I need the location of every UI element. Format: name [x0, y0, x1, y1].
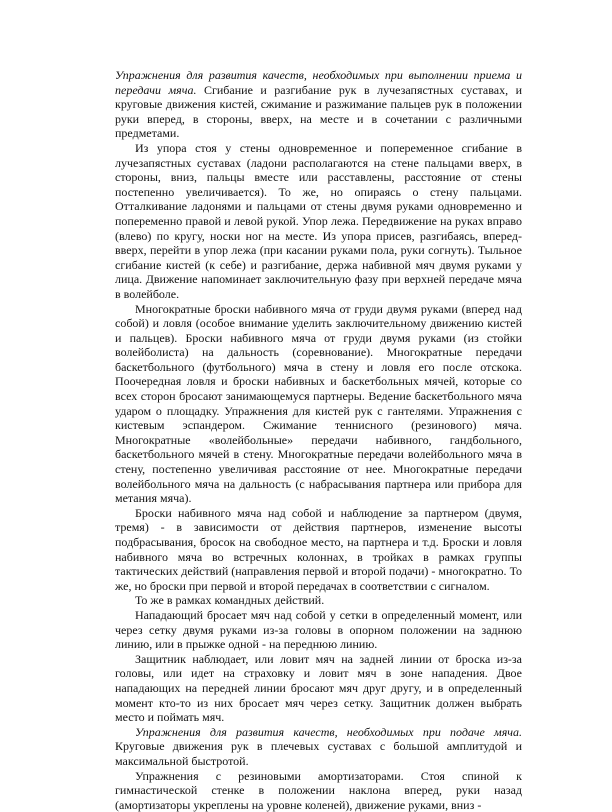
paragraph: Из упора стоя у стены одновременное и попеременное сгибание в лучезапястных суставах (ладони располагаются на стене пальцами вверх, в стороны, вниз, пальцы вместе или расставлены, расстояние от стены постепенно увеличивается). То же, но опираясь о стену пальцами. Отталкивание ладонями и пальцами от стены двумя руками одновременно и попеременно правой и левой рукой. Упор лежа. Передвижение на руках вправо (влево) по кругу, носки ног на месте. Из упора присев, разгибаясь, вперед-вверх, перейти в упор лежа (при касании руками пола, руки согнуть). Тыльное сгибание кистей (к себе) и разгибание, держа набивной мяч двумя руками у лица. Движение напоминает заключительную фазу при верхней передаче мяча в волейболе.: [115, 141, 522, 302]
paragraph: Защитник наблюдает, или ловит мяч на задней линии от броска из-за головы, или идет на страховку и ловит мяч в зоне нападения. Двое нападающих на передней линии бросают мяч друг другу, и в определенный момент кто-то из них бросает мяч через сетку. Защитник должен выбрать место и поймать мяч.: [115, 652, 522, 725]
paragraph-text: Круговые движения рук в плечевых суставах с большой амплитудой и максимальной быстротой.: [115, 739, 522, 768]
paragraph-text: Сгибание и разгибание рук в лучезапястных суставах, и круговые движения кистей, сжимание и разжимание пальцев рук в положении руки вперед, в стороны, вверх, на месте и в сочетании с различными предметами.: [115, 83, 522, 141]
paragraph: Броски набивного мяча над собой и наблюдение за партнером (двумя, тремя) - в зависимости от действия партнеров, изменение высоты подбрасывания, бросок на свободное место, на партнера и т.д. Броски и ловля набивного мяча во встречных колоннах, в тройках в рамках группы тактических действий (направления первой и второй подачи) - многократно. То же, но броски при первой и второй передачах в соответствии с сигналом.: [115, 506, 522, 594]
document-page: [115, 68, 522, 768]
paragraph: Нападающий бросает мяч над собой у сетки в определенный момент, или через сетку двумя руками из-за головы в опорном положении на заднюю линию, или в прыжке одной - на переднюю линию.: [115, 608, 522, 652]
paragraph: [115, 68, 522, 141]
section-heading: Упражнения для развития качеств, необходимых при выполнении приема и передачи мяча.: [115, 68, 522, 97]
paragraph: [115, 725, 522, 769]
section-heading: Упражнения для развития качеств, необходимых при подаче мяча.: [135, 725, 522, 739]
paragraph: Упражнения с резиновыми амортизаторами. Стоя спиной к гимнастической стенке в положении наклона вперед, руки назад (амортизаторы укреплены на уровне коленей), движение руками, вниз -: [115, 769, 522, 812]
paragraph: Многократные броски набивного мяча от груди двумя руками (вперед над собой) и ловля (особое внимание уделить заключительному движению кистей и пальцев). Броски набивного мяча от груди двумя руками (из стойки волейболиста) на дальность (соревнование). Многократные передачи баскетбольного (футбольного) мяча в стену и ловля его после отскока. Поочередная ловля и броски набивных и баскетбольных мячей, которые со всех сторон бросают занимающемуся партнеры. Ведение баскетбольного мяча ударом о площадку. Упражнения для кистей рук с гантелями. Упражнения с кистевым эспандером. Сжимание теннисного (резинового) мяча. Многократные «волейбольные» передачи набивного, гандбольного, баскетбольного мячей в стену. Многократные передачи волейбольного мяча в стену, постепенно увеличивая расстояние от нее. Многократные передачи волейбольного мяча на дальность (с набрасывания партнера или прибора для метания мяча).: [115, 302, 522, 506]
paragraph: То же в рамках командных действий.: [115, 593, 522, 608]
